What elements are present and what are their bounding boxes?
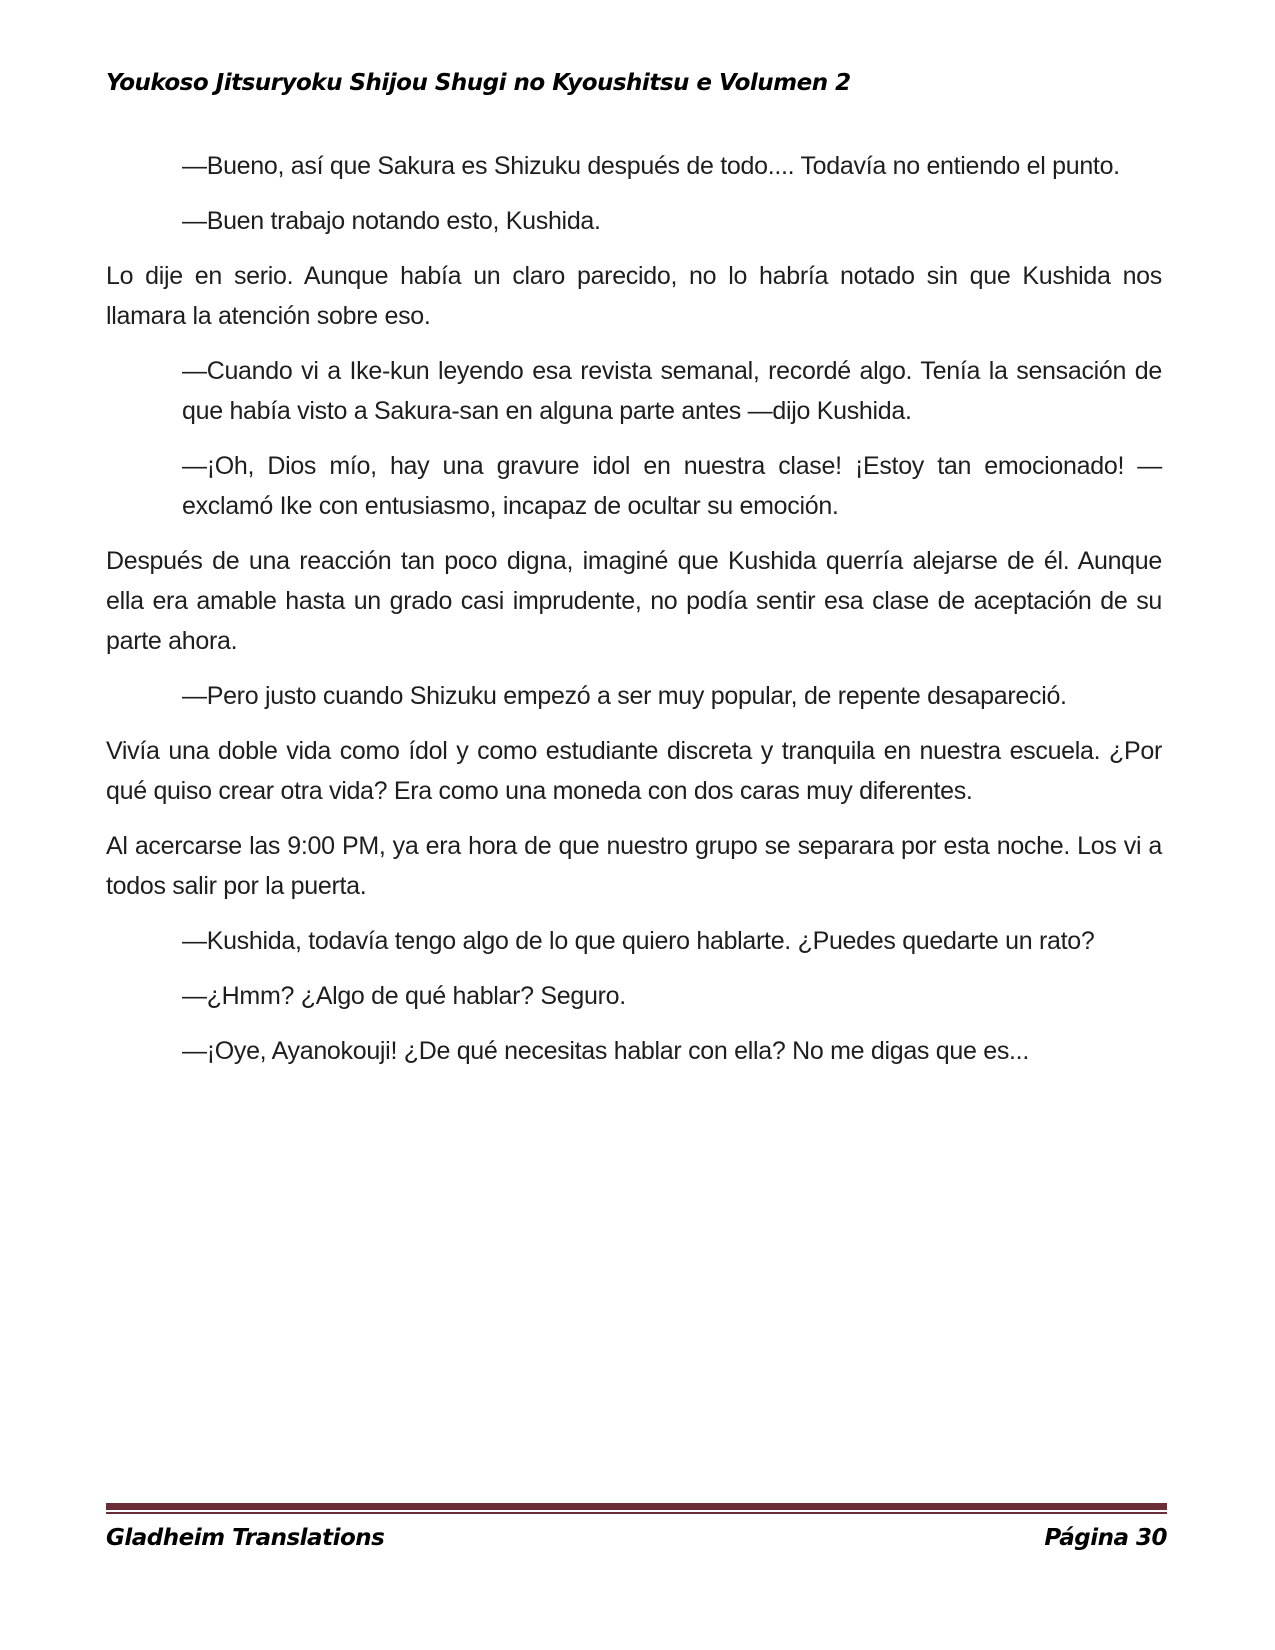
paragraph-narrative: Después de una reacción tan poco digna, imaginé que Kushida querría alejarse de él. Aunque ella era amable hasta un grado casi imprudente, no podía sentir esa clase de aceptación de su parte ahora. [106, 547, 1162, 655]
paragraph-dialogue: —Cuando vi a Ike-kun leyendo esa revista semanal, recordé algo. Tenía la sensación de que había visto a Sakura-san en alguna parte antes —dijo Kushida. [182, 357, 1162, 425]
paragraph-dialogue: —¡Oh, Dios mío, hay una gravure idol en nuestra clase! ¡Estoy tan emocionado! —exclamó Ike con entusiasmo, incapaz de ocultar su emoción. [182, 452, 1162, 520]
paragraph-dialogue: —¡Oye, Ayanokouji! ¿De qué necesitas hablar con ella? No me digas que es... [182, 1037, 1029, 1065]
paragraph-dialogue: —Bueno, así que Sakura es Shizuku después de todo.... Todavía no entiendo el punto. [182, 152, 1120, 180]
footer-rule-thick [106, 1503, 1167, 1510]
page-header [106, 70, 1162, 96]
page-footer [106, 1503, 1167, 1551]
paragraph-dialogue: —¿Hmm? ¿Algo de qué hablar? Seguro. [182, 982, 626, 1010]
paragraph-dialogue: —Kushida, todavía tengo algo de lo que quiero hablarte. ¿Puedes quedarte un rato? [182, 927, 1095, 955]
body-text [106, 146, 1162, 1086]
paragraph-dialogue: —Pero justo cuando Shizuku empezó a ser muy popular, de repente desapareció. [182, 682, 1067, 710]
paragraph-dialogue: —Buen trabajo notando esto, Kushida. [182, 207, 601, 235]
footer-rule-thin [106, 1512, 1167, 1514]
page-number: Página 30 [1044, 1525, 1167, 1551]
footer-row [106, 1525, 1167, 1551]
paragraph-narrative: Vivía una doble vida como ídol y como estudiante discreta y tranquila en nuestra escuela. ¿Por qué quiso crear otra vida? Era como una moneda con dos caras muy diferentes. [106, 737, 1162, 805]
translator-credit: Gladheim Translations [106, 1525, 385, 1551]
book-title: Youkoso Jitsuryoku Shijou Shugi no Kyoushitsu e Volumen 2 [106, 70, 851, 96]
paragraph-narrative: Lo dije en serio. Aunque había un claro parecido, no lo habría notado sin que Kushida nos llamara la atención sobre eso. [106, 262, 1162, 330]
paragraph-narrative: Al acercarse las 9:00 PM, ya era hora de que nuestro grupo se separara por esta noche. Los vi a todos salir por la puerta. [106, 832, 1162, 900]
